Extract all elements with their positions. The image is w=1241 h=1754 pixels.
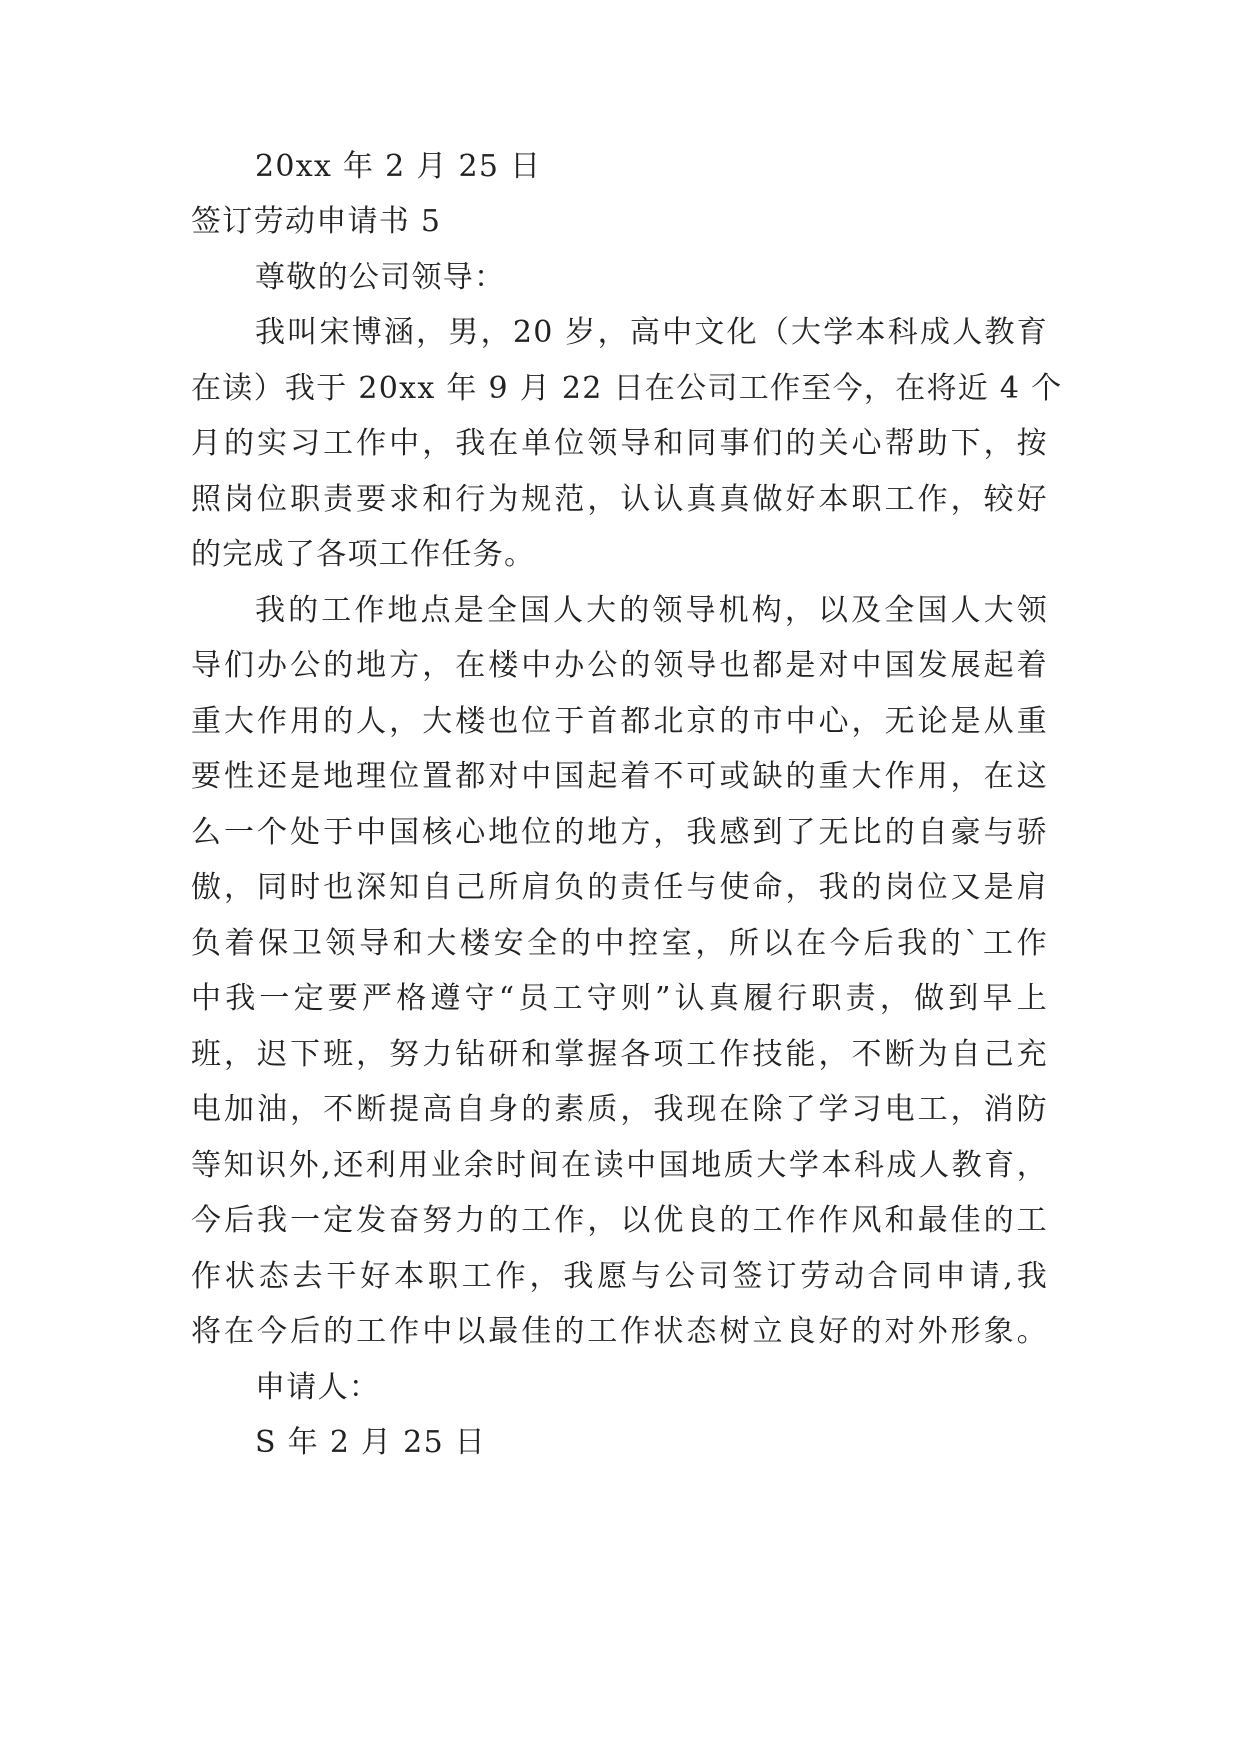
top-date: 20xx 年 2 月 25 日 <box>255 149 542 184</box>
paragraph2-line: 我的工作地点是全国人大的领导机构，以及全国人大领 <box>255 593 1048 628</box>
paragraph2-line: 么一个处于中国核心地位的地方，我感到了无比的自豪与骄 <box>191 815 1048 850</box>
applicant-label: 申请人： <box>255 1370 381 1405</box>
paragraph2-line: 今后我一定发奋努力的工作，以优良的工作作风和最佳的工 <box>191 1203 1048 1238</box>
paragraph2-line: 等知识外,还利用业余时间在读中国地质大学本科成人教育， <box>191 1148 1048 1183</box>
paragraph2-line: 作状态去干好本职工作，我愿与公司签订劳动合同申请,我 <box>191 1259 1048 1294</box>
bottom-date: S 年 2 月 25 日 <box>255 1425 487 1460</box>
paragraph2-line: 傲，同时也深知自己所肩负的责任与使命，我的岗位又是肩 <box>191 870 1048 905</box>
paragraph1-line: 照岗位职责要求和行为规范，认认真真做好本职工作，较好 <box>191 482 1048 517</box>
paragraph2-line: 负着保卫领导和大楼安全的中控室，所以在今后我的`工作 <box>191 926 1048 961</box>
paragraph1-line: 的完成了各项工作任务。 <box>191 537 536 572</box>
paragraph1-line: 我叫宋博涵，男，20 岁，高中文化（大学本科成人教育 <box>255 315 1048 350</box>
paragraph2-line: 中我一定要严格遵守“员工守则”认真履行职责，做到早上 <box>191 981 1048 1016</box>
paragraph1-line: 在读）我于 20xx 年 9 月 22 日在公司工作至今，在将近 4 个 <box>191 371 1063 406</box>
paragraph2-line: 重大作用的人，大楼也位于首都北京的市中心，无论是从重 <box>191 704 1048 739</box>
document-title: 签订劳动申请书 5 <box>191 204 442 239</box>
paragraph1-line: 月的实习工作中，我在单位领导和同事们的关心帮助下，按 <box>191 426 1048 461</box>
paragraph2-line: 将在今后的工作中以最佳的工作状态树立良好的对外形象。 <box>191 1314 1048 1349</box>
salutation: 尊敬的公司领导： <box>255 260 506 295</box>
paragraph2-line: 要性还是地理位置都对中国起着不可或缺的重大作用，在这 <box>191 759 1048 794</box>
paragraph2-line: 电加油，不断提高自身的素质，我现在除了学习电工，消防 <box>191 1092 1048 1127</box>
paragraph2-line: 导们办公的地方，在楼中办公的领导也都是对中国发展起着 <box>191 648 1048 683</box>
paragraph2-line: 班，迟下班，努力钻研和掌握各项工作技能，不断为自己充 <box>191 1037 1048 1072</box>
